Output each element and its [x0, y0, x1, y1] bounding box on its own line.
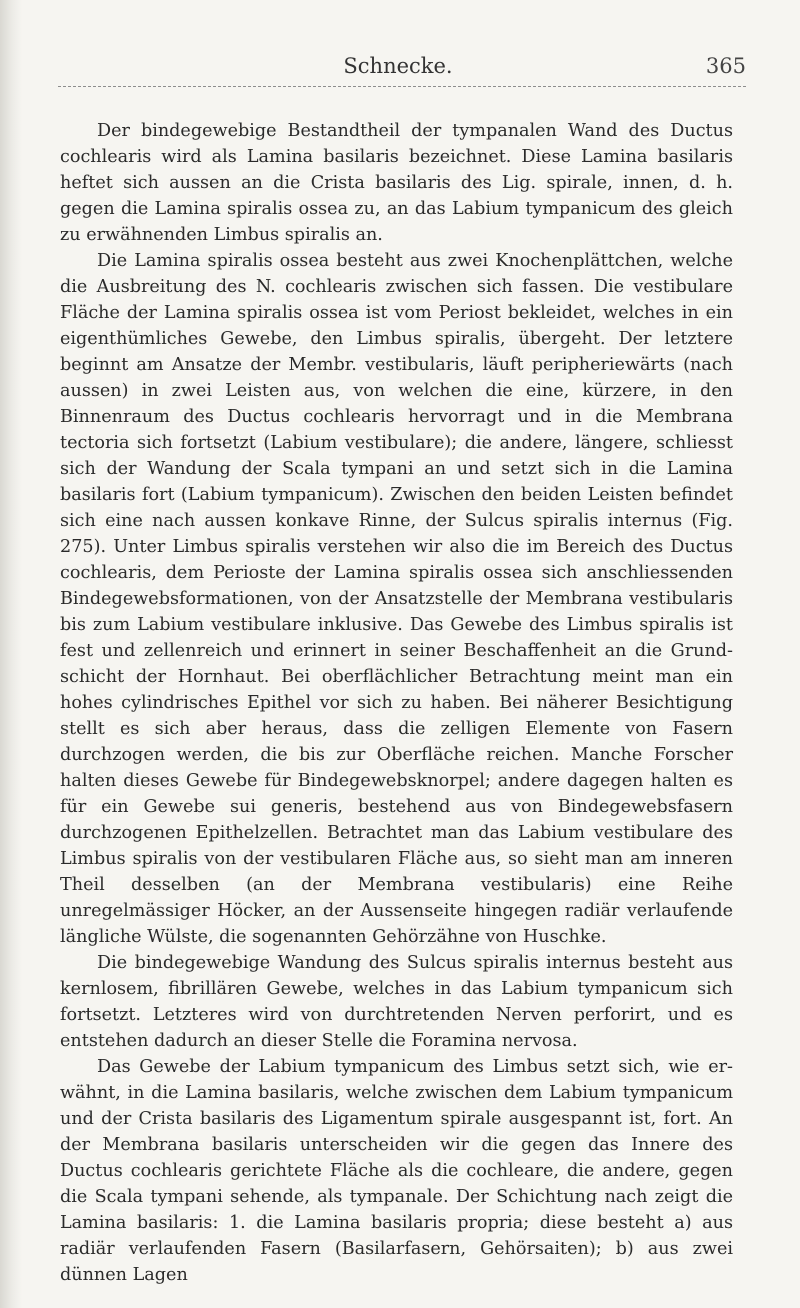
paragraph-lamina-basilaris: Der bindegewebige Bestandtheil der tympanalen Wand des Ductus cochlearis wird als Lamina basilaris bezeichnet. Diese Lamina basilaris heftet sich aussen an die Crista basilaris des Lig. spirale, innen, d. h. gegen die Lamina spiralis ossea zu, an das Labium tympanicum des gleich zu erwähnenden Limbus spiralis an. — [60, 121, 733, 245]
paragraph-sulcus-spiralis: Die bindegewebige Wandung des Sulcus spiralis internus besteht aus kernlosem, fibrillären Gewebe, welches in das Labium tympanicum sich fortsetzt. Letzteres wird von durchtretenden Nerven perforirt, und es entstehen dadurch an dieser Stelle die Foramina nervosa. — [60, 953, 733, 1051]
running-header — [38, 52, 758, 92]
page-edge-shadow — [0, 0, 22, 1308]
header-rule — [58, 86, 746, 87]
page-number: 365 — [705, 54, 746, 78]
paragraph-lamina-spiralis-ossea: Die Lamina spiralis ossea besteht aus zwei Knochenplättchen, welche die Ausbreitung des N. cochlearis zwischen sich fassen. Die vestibulare Fläche der Lamina spiralis ossea ist vom Periost bekleidet, welches in ein eigenthümliches Gewebe, den Limbus spiralis, übergeht. Der letztere beginnt am Ansatze der Membr. vestibularis, läuft peripheriewärts (nach aussen) in zwei Leisten aus, von welchen die eine, kürzere, in den Binnenraum des Ductus cochlearis hervorragt und in die Membrana tectoria sich fortsetzt (Labium vestibulare); die andere, längere, schliesst sich der Wandung der Scala tympani an und setzt sich in die Lamina basilaris fort (Labium tympanicum). Zwischen den beiden Leisten befindet sich eine nach aussen konkave Rinne, der Sulcus spiralis internus (Fig. 275). Unter Limbus spiralis verstehen wir also die im Bereich des Ductus cochlearis, dem Perioste der Lamina spiralis ossea sich anschliessenden Bindegewebsformationen, von der Ansatzstelle der Membrana vestibularis bis zum Labium vestibulare inklusive. Das Gewebe des Limbus spiralis ist fest und zellenreich und erinnert in seiner Beschaffenheit an die Grundschicht der Hornhaut. Bei oberflächlicher Betrachtung meint man ein hohes cylindrisches Epithel vor sich zu haben. Bei näherer Besichtigung stellt es sich aber heraus, dass die zelligen Elemente von Fasern durchzogen werden, die bis zur Oberfläche reichen. Manche Forscher halten dieses Gewebe für Bindegewebsknorpel; andere dagegen halten es für ein Gewebe sui generis, bestehend aus von Bindegewebsfasern durchzogenen Epithelzellen. Betrachtet man das Labium vestibulare des Limbus spiralis von der vestibularen Fläche aus, so sieht man am inneren Theil desselben (an der Membrana vestibularis) eine Reihe unregelmässiger Höcker, an der Aussenseite hingegen radiär verlaufende längliche Wülste, die sogenannten Gehörzähne von Huschke. — [60, 251, 733, 947]
paragraph-labium-tympanicum: Das Gewebe der Labium tympanicum des Limbus setzt sich, wie erwähnt, in die Lamina basilaris, welche zwischen dem Labium tympanicum und der Crista basilaris des Ligamentum spirale ausgespannt ist, fort. An der Membrana basilaris unterscheiden wir die gegen das Innere des Ductus cochlearis gerichtete Fläche als die cochleare, die andere, gegen die Scala tympani sehende, als tympanale. Der Schichtung nach zeigt die Lamina basilaris: 1. die Lamina basilaris propria; diese besteht a) aus radiär verlaufenden Fasern (Basilarfasern, Gehörsaiten); b) aus zwei dünnen Lagen — [60, 1057, 733, 1285]
body-text — [60, 118, 733, 1288]
running-head-title: Schnecke. — [343, 54, 453, 78]
